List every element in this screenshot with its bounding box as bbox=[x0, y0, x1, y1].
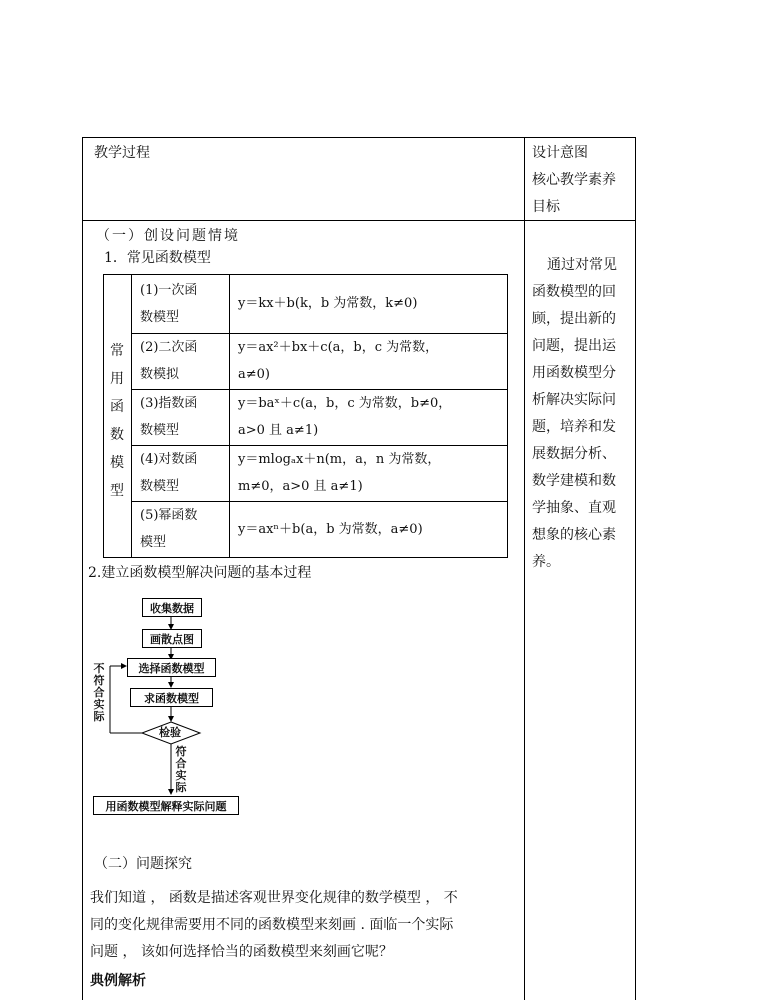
model-formula: m≠0，a>0 且 a≠1) bbox=[238, 479, 363, 494]
section2-example-heading: 典例解析 bbox=[90, 973, 146, 989]
model-formula: y＝mlogₐx＋n(m，a，n 为常数， bbox=[238, 452, 441, 467]
header-intent-line3: 目标 bbox=[532, 199, 560, 215]
model-table-row-sep bbox=[131, 501, 507, 502]
group-label-char: 型 bbox=[110, 483, 124, 499]
model-table-bottom bbox=[103, 557, 507, 558]
model-name: 数模拟 bbox=[140, 367, 180, 382]
flow-step-solve-model: 求函数模型 bbox=[130, 688, 213, 707]
model-name: (3)指数函 bbox=[140, 396, 198, 411]
model-formula: y＝axⁿ＋b(a，b 为常数，a≠0) bbox=[238, 522, 423, 537]
table-top-border bbox=[82, 137, 636, 138]
header-intent-line1: 设计意图 bbox=[532, 145, 588, 161]
model-name: 数模型 bbox=[140, 310, 180, 325]
header-bottom-border bbox=[82, 220, 636, 221]
intent-line: 养。 bbox=[532, 554, 560, 570]
pass-label-char: 际 bbox=[175, 781, 187, 794]
pass-label-char: 符 bbox=[175, 745, 187, 758]
group-label-char: 数 bbox=[110, 427, 124, 443]
model-name: (2)二次函 bbox=[140, 340, 198, 355]
model-formula: y＝baˣ＋c(a，b，c 为常数，b≠0， bbox=[238, 396, 452, 411]
header-teaching-process: 教学过程 bbox=[94, 145, 150, 161]
fail-label-char: 合 bbox=[93, 686, 105, 699]
model-table-row-sep bbox=[131, 389, 507, 390]
intent-line: 问题，提出运 bbox=[532, 338, 616, 354]
model-formula: a>0 且 a≠1) bbox=[238, 423, 319, 438]
model-name: (1)一次函 bbox=[140, 283, 198, 298]
model-table-row-sep bbox=[131, 445, 507, 446]
section1-subtitle: 1．常见函数模型 bbox=[104, 250, 211, 266]
intent-line: 用函数模型分 bbox=[532, 365, 616, 381]
section1-title: （一）创设问题情境 bbox=[96, 228, 240, 244]
model-name: (5)幂函数 bbox=[140, 508, 198, 523]
intent-line: 题，培养和发 bbox=[532, 419, 616, 435]
model-name: 数模型 bbox=[140, 423, 180, 438]
intent-line: 想象的核心素 bbox=[532, 527, 616, 543]
section2-paragraph-line2: 同的变化规律需要用不同的函数模型来刻画 . 面临一个实际 bbox=[90, 917, 454, 933]
table-right-border bbox=[635, 137, 636, 1000]
flow-decision-check: 检验 bbox=[159, 726, 181, 739]
flow-step-scatter-plot: 画散点图 bbox=[142, 629, 202, 648]
intent-line: 学抽象、直观 bbox=[532, 500, 616, 516]
group-label-char: 模 bbox=[110, 455, 124, 471]
table-left-border bbox=[82, 137, 83, 1000]
model-name: (4)对数函 bbox=[140, 452, 198, 467]
section2-title: （二）问题探究 bbox=[94, 856, 192, 872]
model-formula: a≠0) bbox=[238, 367, 270, 382]
intent-line: 析解决实际问 bbox=[532, 392, 616, 408]
flow-step-explain: 用函数模型解释实际问题 bbox=[93, 796, 239, 815]
fail-label-char: 际 bbox=[93, 710, 105, 723]
fail-label-char: 实 bbox=[93, 698, 105, 711]
group-label-char: 函 bbox=[110, 399, 124, 415]
pass-label-char: 实 bbox=[175, 769, 187, 782]
group-label-char: 用 bbox=[110, 371, 124, 387]
flow-step-collect-data: 收集数据 bbox=[142, 598, 202, 617]
intent-line: 通过对常见 bbox=[547, 257, 617, 273]
model-name: 模型 bbox=[140, 535, 167, 550]
fail-label-char: 不 bbox=[93, 662, 105, 675]
section1-step2-title: 2.建立函数模型解决问题的基本过程 bbox=[88, 565, 312, 581]
intent-line: 数学建模和数 bbox=[532, 473, 616, 489]
intent-line: 顾，提出新的 bbox=[532, 311, 616, 327]
intent-line: 函数模型的回 bbox=[532, 284, 616, 300]
model-table-div2 bbox=[229, 274, 230, 558]
model-table-div1 bbox=[131, 274, 132, 558]
pass-label-char: 合 bbox=[175, 757, 187, 770]
model-table-left bbox=[103, 274, 104, 558]
model-name: 数模型 bbox=[140, 479, 180, 494]
group-label-char: 常 bbox=[110, 343, 124, 359]
header-intent-line2: 核心教学素养 bbox=[532, 172, 616, 188]
model-formula: y＝kx＋b(k，b 为常数，k≠0) bbox=[238, 296, 418, 311]
model-table-row-sep bbox=[131, 333, 507, 334]
model-formula: y＝ax²＋bx＋c(a，b，c 为常数， bbox=[238, 340, 439, 355]
model-table-right bbox=[507, 274, 508, 558]
section2-paragraph-line1: 我们知道 ， 函数是描述客观世界变化规律的数学模型 ， 不 bbox=[90, 890, 458, 906]
flow-step-choose-model: 选择函数模型 bbox=[127, 658, 216, 677]
model-table-top bbox=[103, 274, 507, 275]
intent-line: 展数据分析、 bbox=[532, 446, 616, 462]
fail-label-char: 符 bbox=[93, 674, 105, 687]
table-mid-border bbox=[524, 137, 525, 1000]
section2-paragraph-line3: 问题 ， 该如何选择恰当的函数模型来刻画它呢？ bbox=[90, 944, 393, 960]
